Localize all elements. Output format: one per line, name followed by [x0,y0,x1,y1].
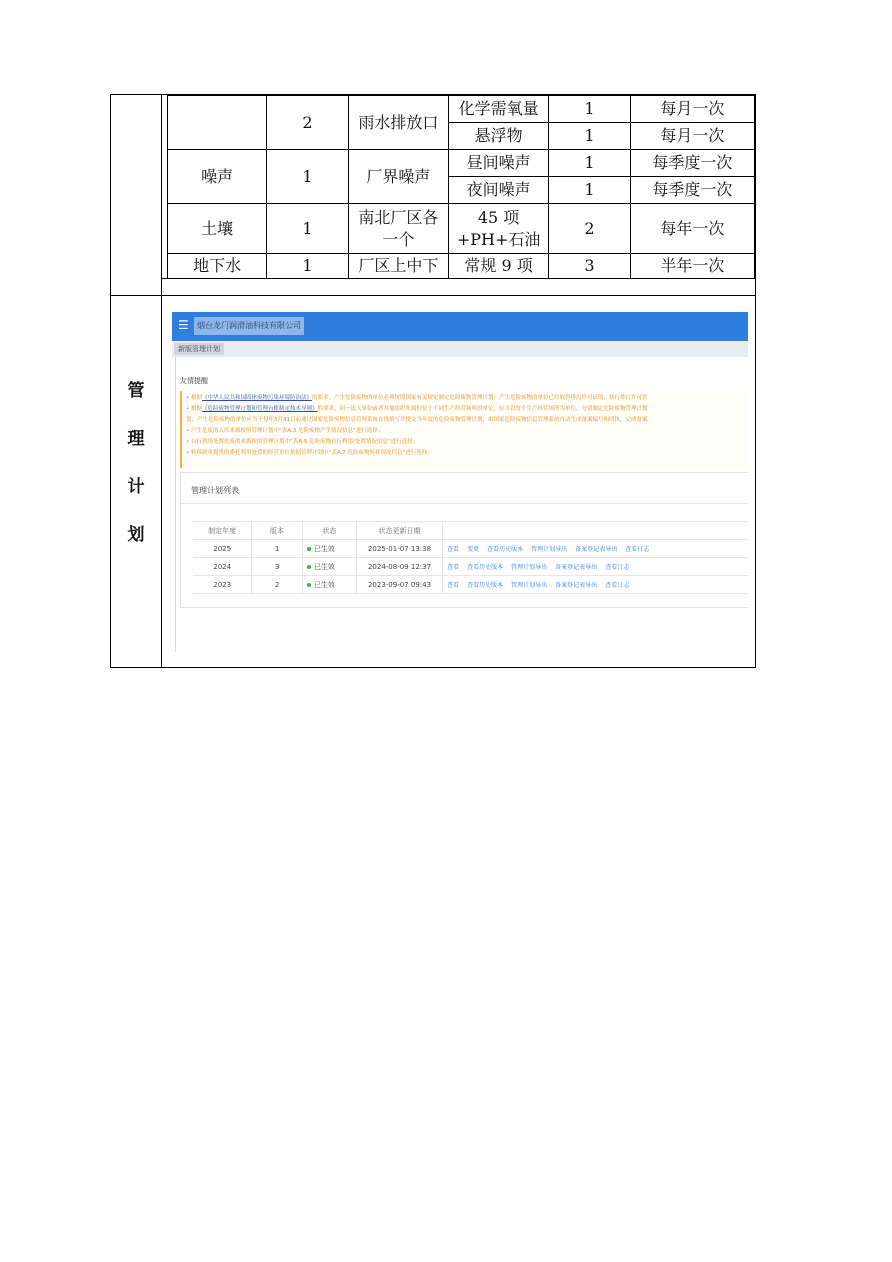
company-name: 烟台龙门润滑油科技有限公司 [194,317,304,335]
regulation-link[interactable]: 《危险废物管理计划和管理台账制定技术导则》 [202,406,318,412]
category-cell: 土壤 [168,204,267,254]
points-cell: 2 [267,96,348,150]
divider [181,503,748,504]
section-label-char: 划 [127,525,145,545]
table-row [193,558,748,576]
item-cell: 夜间噪声 [448,177,548,204]
status-cell [302,558,356,576]
points-cell: 1 [267,254,348,279]
points-cell: 1 [267,204,348,254]
action-link[interactable]: 查看 [447,546,460,553]
row-divider [111,295,755,296]
column-header [443,522,748,540]
item-cell: 常规 9 项 [448,254,548,279]
action-link[interactable]: 查看 [447,564,460,571]
table-row [168,96,755,123]
count-cell: 1 [549,96,630,123]
action-link[interactable]: 查看日志 [605,564,630,571]
column-header: 状态更新日期 [356,522,442,540]
reminder-line [186,449,746,458]
version-cell: 1 [252,540,303,558]
year-cell: 2023 [193,576,252,594]
status-cell [302,540,356,558]
panel-title: 管理计划列表 [191,486,239,495]
divider [175,357,176,652]
table-row [168,150,755,177]
action-link[interactable]: 备案登记表导出 [575,546,618,553]
reminder-title: 友情提醒 [180,377,208,385]
frequency-cell: 每月一次 [630,123,754,150]
location-cell: 南北厂区各一个 [348,204,448,254]
frequency-cell: 每季度一次 [630,150,754,177]
action-link[interactable]: 管理计划导出 [511,582,548,589]
status-dot-icon [307,547,311,551]
plan-list-panel [180,472,748,608]
monitoring-table [167,95,755,279]
section-label-char: 计 [127,477,145,497]
reminder-text: • 根据 [186,406,202,412]
version-cell: 3 [252,558,303,576]
category-cell: 噪声 [168,150,267,204]
status-dot-icon [307,565,311,569]
reminder-line [186,438,746,447]
action-link[interactable]: 变更 [467,546,480,553]
reminder-text: • 自行利用处置危废的来源按照管理计划中“表A.5 危险废物自行利用/处置情况信息”进行选择； [186,439,419,445]
column-header: 版本 [252,522,303,540]
reminder-text: 的要求，同一法人单位或者其他组织所属但位于不同生产经营场所的单位，应当以每个生产经营场所为单位，分别制定危险废物管理计划 [317,406,648,412]
column-header: 制定年度 [193,522,252,540]
year-cell: 2024 [193,558,252,576]
action-link[interactable]: 查看历史版本 [487,546,524,553]
count-cell: 3 [549,254,630,279]
item-cell: 昼间噪声 [448,150,548,177]
date-cell: 2025-01-07 13:38 [356,540,442,558]
actions-cell [443,576,748,594]
points-cell: 1 [267,150,348,204]
reminder-line [186,405,746,414]
date-cell: 2023-09-07 09:43 [356,576,442,594]
frequency-cell: 每季度一次 [630,177,754,204]
category-cell [168,96,267,150]
action-link[interactable]: 查看历史版本 [467,582,504,589]
table-row [168,204,755,254]
action-link[interactable]: 备案登记表导出 [555,564,598,571]
section-label-char: 理 [127,429,145,449]
count-cell: 1 [549,177,630,204]
table-header-row [193,522,748,540]
status-text: 已生效 [313,562,335,571]
location-cell: 厂界噪声 [348,150,448,204]
reminder-text: • 产生危废的入库来源按照管理计划中“表A.3 危险废物产生情况信息”进行选择； [186,428,384,434]
status-cell [302,576,356,594]
action-link[interactable]: 管理计划导出 [531,546,568,553]
count-cell: 1 [549,150,630,177]
plan-table [193,521,748,594]
status-dot-icon [307,583,311,587]
reminder-text: 的要求，产生危险废物的单位必须按照国家有关规定制定危险废物管理计划；产生危险废物的单位已经取得排污许可证的，执行排污许可管 [312,395,648,401]
version-cell: 2 [252,576,303,594]
year-cell: 2025 [193,540,252,558]
action-link[interactable]: 查看历史版本 [467,564,504,571]
item-cell: 化学需氧量 [448,96,548,123]
status-text: 已生效 [313,580,335,589]
table-row [168,254,755,279]
count-cell: 1 [549,123,630,150]
frequency-cell: 每年一次 [630,204,754,254]
reminder-text: • 根据 [186,395,202,401]
item-cell: 悬浮物 [448,123,548,150]
regulation-link[interactable]: 《中华人民共和国固体废物污染环境防治法》 [202,395,313,401]
actions-cell [443,540,748,558]
date-cell: 2024-08-09 12:37 [356,558,442,576]
tab-management-plan[interactable]: 新版管理计划 [174,343,224,355]
reminder-line [186,416,746,425]
reminder-text: • 转移联单提货的委托利用处置的经营单位依据管理计划中“表A.7 危险废物转移情况信息”进行选择； [186,450,433,456]
reminder-text: 划；产生危险废物的单位应当于每年3月31日前通过国家危险废物信息管理系统在线填写并提交当年度的危险废物管理计划，由国家危险废物信息管理系统自动生成备案编号和回执，完成备案 [186,417,648,423]
action-link[interactable]: 查看 [447,582,460,589]
table-row [193,576,748,594]
frequency-cell: 每月一次 [630,96,754,123]
category-cell: 地下水 [168,254,267,279]
count-cell: 2 [549,204,630,254]
status-text: 已生效 [313,544,335,553]
reminder-line [186,394,746,403]
section-label-char: 管 [127,381,145,401]
table-row [193,540,748,558]
action-link[interactable]: 查看日志 [605,582,630,589]
item-cell: 45 项+PH+石油 [448,204,548,254]
column-divider [161,95,162,667]
location-cell: 雨水排放口 [348,96,448,150]
tab-bar [172,341,748,357]
action-link[interactable]: 备案登记表导出 [555,582,598,589]
app-header [172,312,748,341]
action-link[interactable]: 管理计划导出 [511,564,548,571]
embedded-screenshot [172,312,748,652]
reminder-line [186,427,746,436]
frequency-cell: 半年一次 [630,254,754,279]
hamburger-menu-icon[interactable]: ☰ [178,318,189,332]
action-link[interactable]: 查看日志 [625,546,650,553]
column-header: 状态 [302,522,356,540]
location-cell: 厂区上中下 [348,254,448,279]
actions-cell [443,558,748,576]
